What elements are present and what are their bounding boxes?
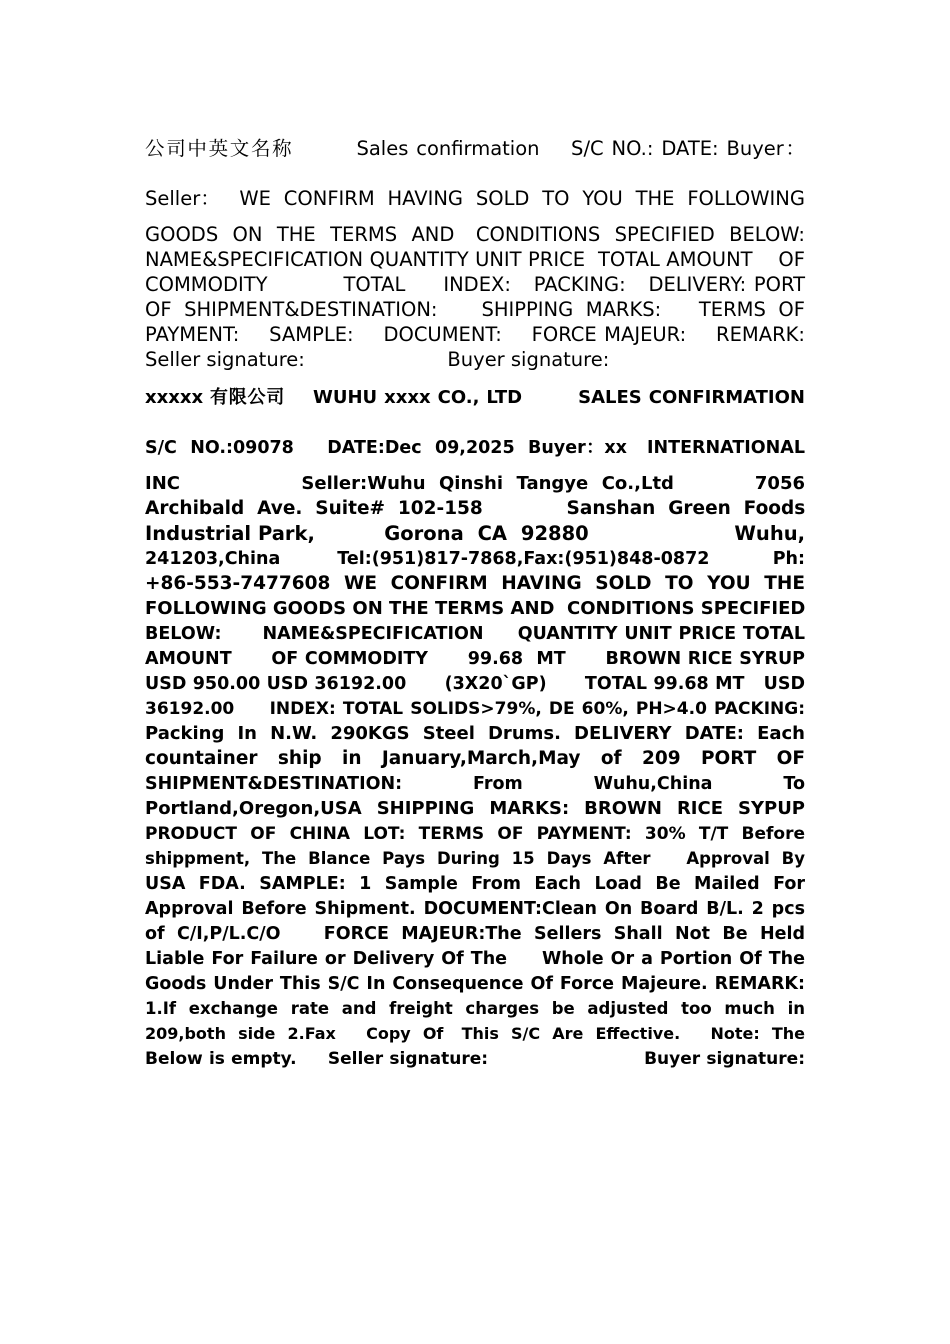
confirmation-text-line: USD 950.00 USD 36192.00 (3X20`GP) TOTAL 99.68 MT USD	[145, 674, 805, 694]
confirmation-text-line: shippment, The Blance Pays During 15 Days After Approval By	[145, 849, 805, 868]
confirmation-text-line: SHIPMENT&DESTINATION: From Wuhu,China To	[145, 774, 805, 794]
confirmation-heading-line: xxxxx 有限公司 WUHU xxxx CO., LTD SALES CONFIRMATION	[145, 387, 805, 408]
confirmation-text-line: 241203,China Tel:(951)817-7868,Fax:(951)848-0872 Ph:	[145, 549, 805, 569]
confirmation-text-line: 209,both side 2.Fax Copy Of This S/C Are Effective. Note: The	[145, 1024, 805, 1043]
confirmation-text-line: Goods Under This S/C In Consequence Of Force Majeure. REMARK:	[145, 974, 805, 994]
template-text-line: GOODS ON THE TERMS AND CONDITIONS SPECIFIED BELOW:	[145, 223, 805, 246]
template-text-line: PAYMENT: SAMPLE: DOCUMENT: FORCE MAJEUR: REMARK:	[145, 323, 805, 346]
template-heading-line: 公司中英文名称 Sales confirmation S/C NO.: DATE: Buyer：	[145, 137, 805, 160]
confirmation-text-line: FOLLOWING GOODS ON THE TERMS AND CONDITIONS SPECIFIED	[145, 598, 806, 619]
confirmation-text-line: Approval Before Shipment. DOCUMENT:Clean On Board B/L. 2 pcs	[145, 899, 805, 919]
confirmation-text-line: of C/I,P/L.C/O FORCE MAJEUR:The Sellers Shall Not Be Held	[145, 924, 805, 944]
template-text-line: OF SHIPMENT&DESTINATION: SHIPPING MARKS: TERMS OF	[145, 298, 805, 321]
template-text-line: Seller： WE CONFIRM HAVING SOLD TO YOU THE FOLLOWING	[145, 187, 805, 210]
confirmation-signature-line: Below is empty. Seller signature: Buyer signature:	[145, 1049, 805, 1069]
confirmation-text-line: Packing In N.W. 290KGS Steel Drums. DELIVERY DATE: Each	[145, 723, 805, 744]
template-text-line: COMMODITY TOTAL INDEX: PACKING: DELIVERY: PORT	[145, 273, 805, 296]
confirmation-text-line: +86-553-7477608 WE CONFIRM HAVING SOLD TO YOU THE	[145, 573, 805, 594]
confirmation-text-line: AMOUNT OF COMMODITY 99.68 MT BROWN RICE SYRUP	[145, 649, 805, 669]
confirmation-text-line: BELOW: NAME&SPECIFICATION QUANTITY UNIT PRICE TOTAL	[145, 624, 805, 644]
confirmation-text-line: INC Seller:Wuhu Qinshi Tangye Co.,Ltd 7056	[145, 473, 805, 494]
confirmation-text-line: 36192.00 INDEX: TOTAL SOLIDS>79%, DE 60%, PH>4.0 PACKING:	[145, 699, 805, 719]
confirmation-text-line: S/C NO.:09078 DATE:Dec 09,2025 Buyer：xx INTERNATIONAL	[145, 438, 805, 458]
template-text-line: NAME&SPECIFICATION QUANTITY UNIT PRICE TOTAL AMOUNT OF	[145, 248, 805, 271]
confirmation-text-line: countainer ship in January,March,May of 209 PORT OF	[145, 748, 805, 769]
confirmation-text-line: Archibald Ave. Suite# 102-158 Sanshan Green Foods	[145, 498, 806, 519]
confirmation-text-line: PRODUCT OF CHINA LOT: TERMS OF PAYMENT: 30% T/T Before	[145, 824, 805, 844]
confirmation-text-line: Liable For Failure or Delivery Of The Whole Or a Portion Of The	[145, 949, 805, 969]
confirmation-text-line: Industrial Park, Gorona CA 92880 Wuhu,	[145, 522, 805, 545]
confirmation-text-line: USA FDA. SAMPLE: 1 Sample From Each Load Be Mailed For	[145, 874, 805, 894]
confirmation-text-line: Portland,Oregon,USA SHIPPING MARKS: BROWN RICE SYPUP	[145, 798, 805, 819]
confirmation-text-line: 1.If exchange rate and freight charges be adjusted too much in	[145, 999, 805, 1018]
template-signature-line: Seller signature: Buyer signature:	[145, 348, 610, 371]
